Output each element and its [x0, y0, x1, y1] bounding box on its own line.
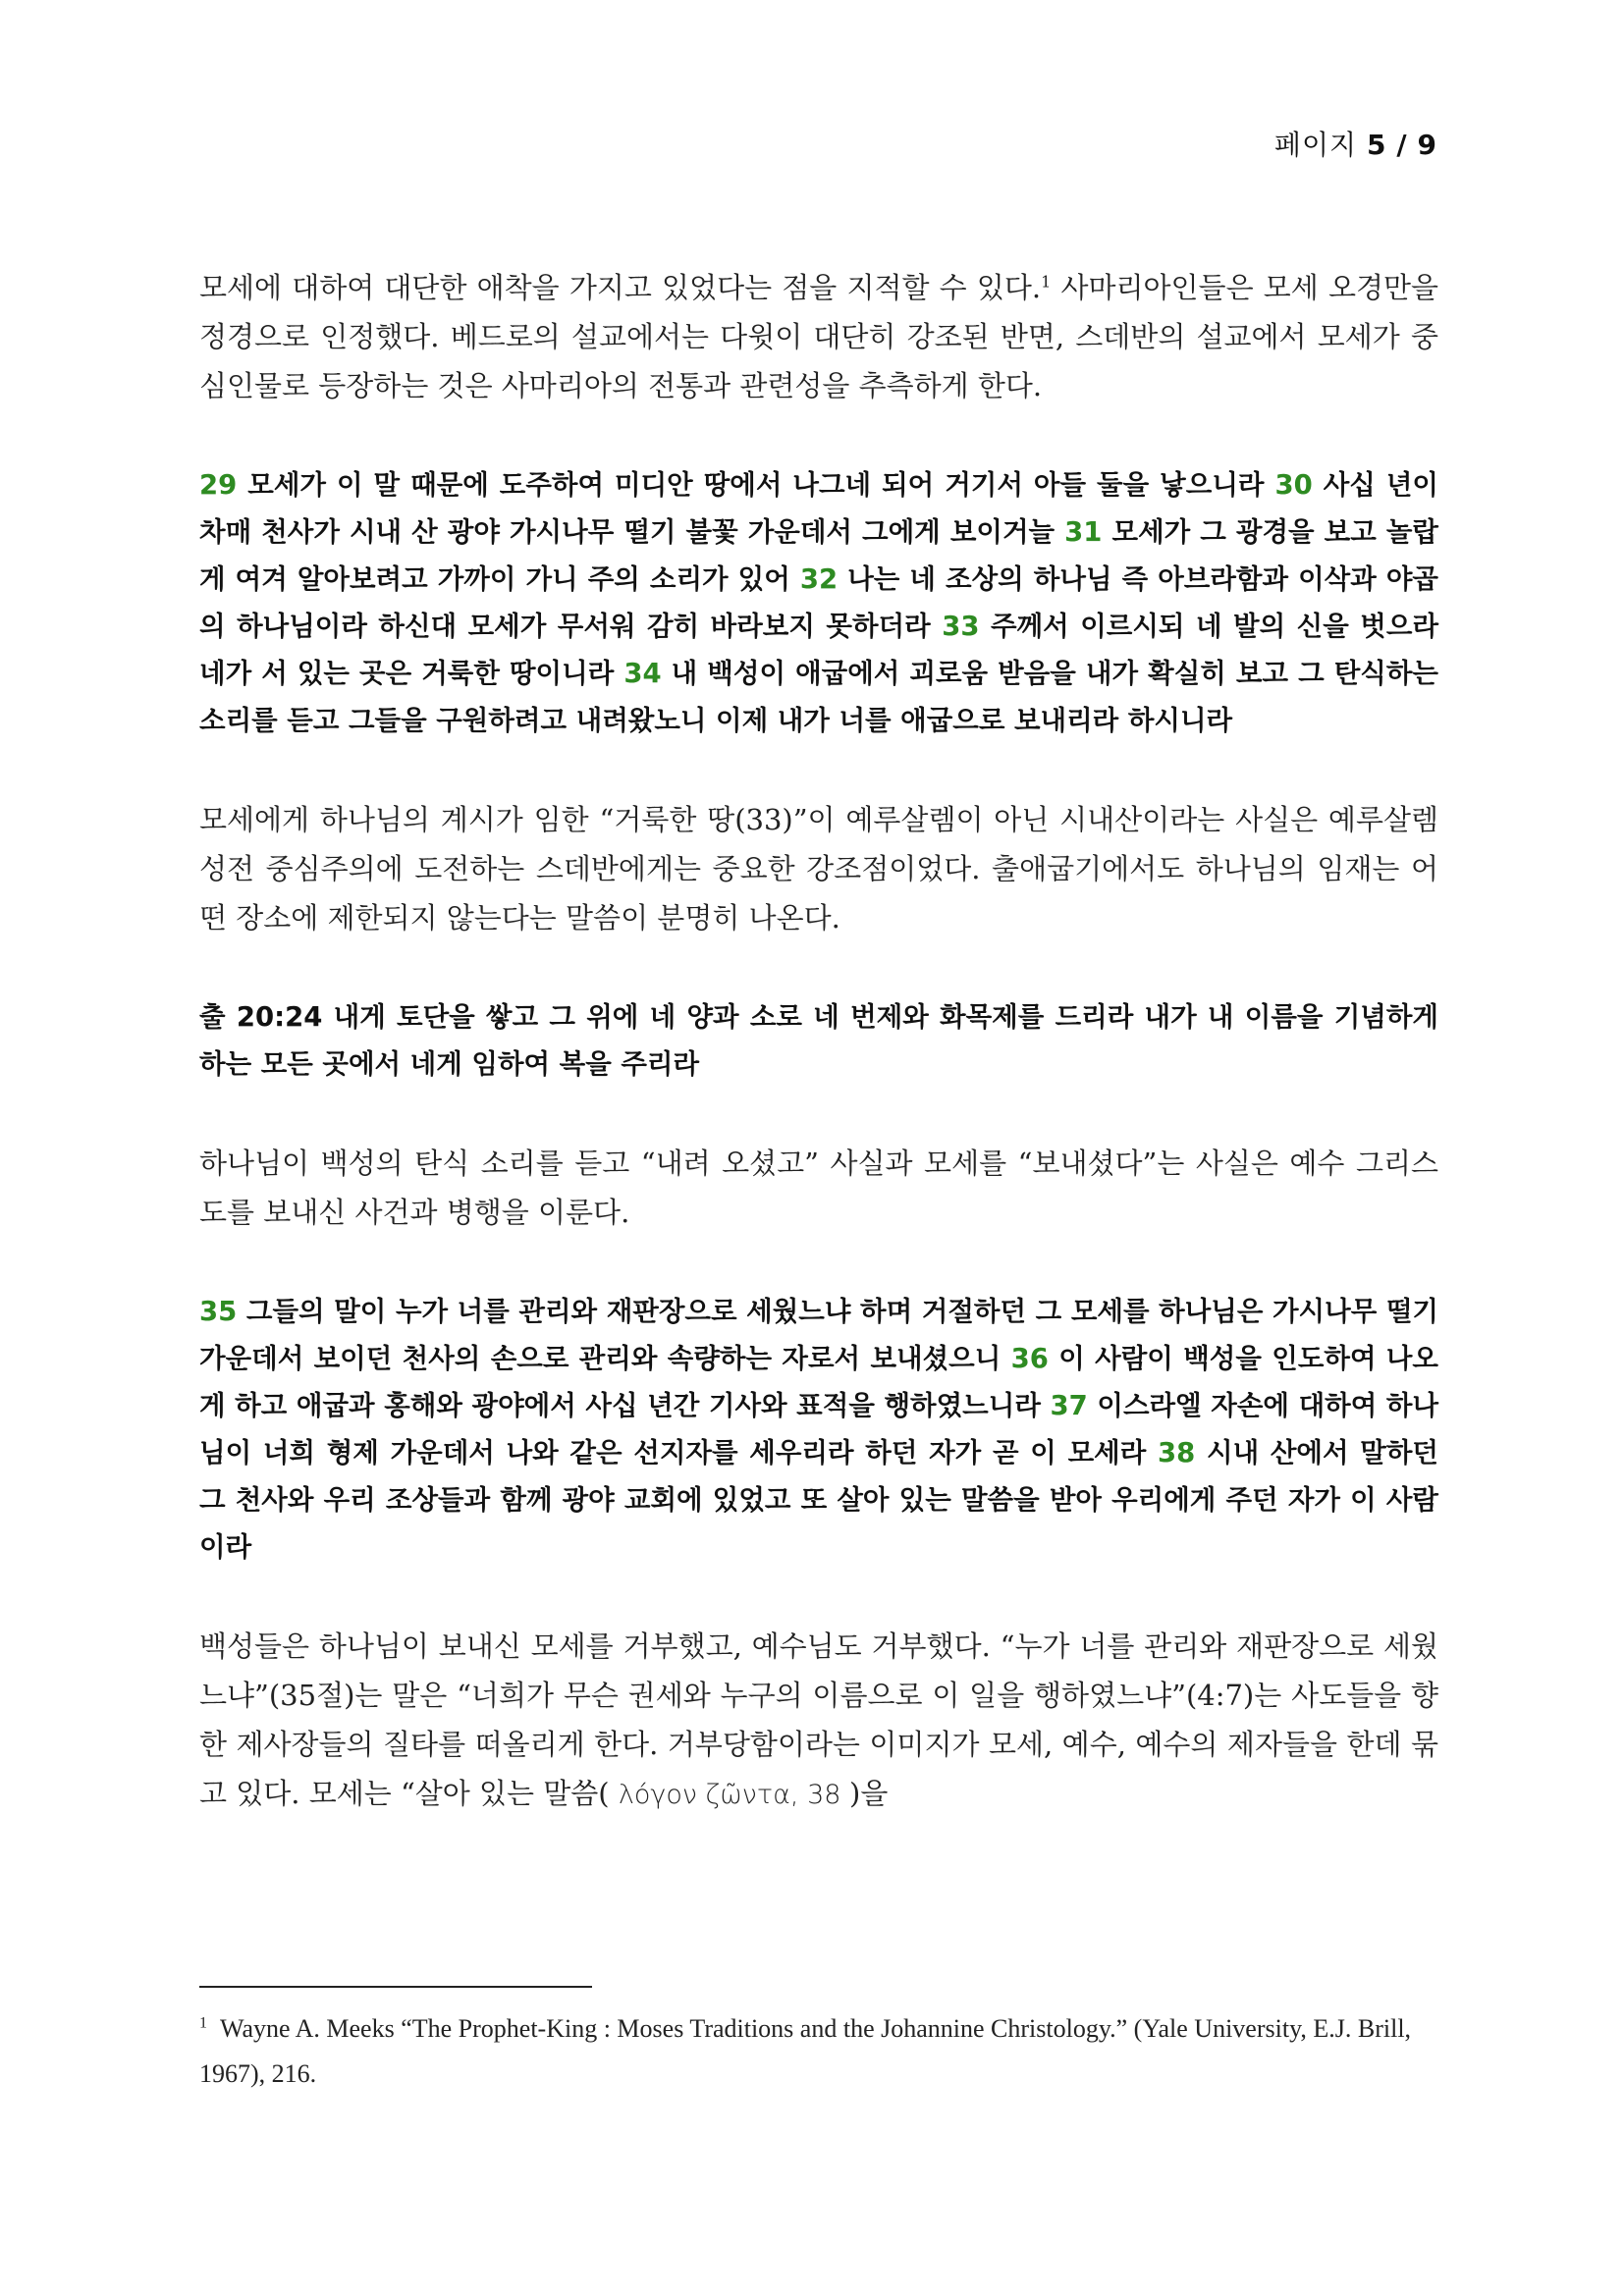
- verse-number: 35: [199, 1296, 238, 1327]
- footnote-reference[interactable]: 1: [1041, 272, 1052, 292]
- paragraph-rejection: [199, 1622, 1438, 1820]
- verse-text: 시내 산에서 말하던 그 천사와 우리 조상들과 함께 광야 교회에 있었고 또 살아 있는 말씀을 받아 우리에게 주던 자가 이 사람이라: [199, 1437, 1438, 1563]
- footnote-marker: 1: [199, 2014, 207, 2032]
- paragraph-text: 백성들은 하나님이 보내신 모세를 거부했고, 예수님도 거부했다. “누가 너를 관리와 재판장으로 세웠느냐”(35절)는 말은 “너희가 무슨 권세와 누구의 이름으로 이 일을 행하였느냐”(4:7)는 사도들을 향한 제사장들의 질타를 떠올리게 한다. 거부당함이라는 이미지가 모세, 예수, 예수의 제자들을 한데 묶고 있다. 모세는 “살아 있는 말씀(: [199, 1629, 1438, 1810]
- verse-text: 나는 네 조상의 하나님 즉 아브라함과 이삭과 야곱의 하나님이라 하신대 모세가 무서워 감히 바라보지 못하더라: [199, 563, 1438, 642]
- verse-number: 29: [199, 469, 238, 501]
- verse-number: 37: [1050, 1390, 1088, 1421]
- footnote-divider: [199, 1986, 592, 1988]
- verse-number: 36: [1010, 1343, 1049, 1374]
- verse-text: 모세가 이 말 때문에 도주하여 미디안 땅에서 나그네 되어 거기서 아들 둘을 낳으니라: [237, 469, 1275, 501]
- verse-number: 38: [1158, 1437, 1196, 1468]
- verse-text: 이스라엘 자손에 대하여 하나님이 너희 형제 가운데서 나와 같은 선지자를 세우리라 하던 자가 곧 이 모세라: [199, 1390, 1439, 1468]
- paragraph-text: 모세에게 하나님의 계시가 임한 “거룩한 땅(33)”이 예루살렘이 아닌 시내산이라는 사실은 예루살렘 성전 중심주의에 도전하는 스데반에게는 중요한 강조점이었다. 출애굽기에서도 하나님의 임재는 어떤 장소에 제한되지 않는다는 말씀이 분명히 나온다.: [199, 803, 1438, 934]
- current-page: 5: [1366, 129, 1387, 161]
- page-number-header: [1274, 124, 1437, 163]
- verse-text: 사십 년이 차매 천사가 시내 산 광야 가시나무 떨기 불꽃 가운데서 그에게 보이거늘: [199, 469, 1438, 548]
- paragraph-text: 사마리아인들은 모세 오경만을 정경으로 인정했다. 베드로의 설교에서는 다윗이 대단히 강조된 반면, 스데반의 설교에서 모세가 중심인물로 등장하는 것은 사마리아의 전통과 관련성을 추측하게 한다.: [199, 271, 1439, 402]
- scripture-reference: 출 20:24: [199, 1001, 323, 1033]
- verse-text: 주께서 이르시되 네 발의 신을 벗으라 네가 서 있는 곳은 거룩한 땅이니라: [199, 611, 1439, 689]
- verse-text: 이 사람이 백성을 인도하여 나오게 하고 애굽과 홍해와 광야에서 사십 년간 기사와 표적을 행하였느니라: [199, 1343, 1438, 1421]
- verse-text: 그들의 말이 누가 너를 관리와 재판장으로 세웠느냐 하며 거절하던 그 모세를 하나님은 가시나무 떨기 가운데서 보이던 천사의 손으로 관리와 속량하는 자로서 보내셨으니: [199, 1296, 1438, 1374]
- page-label: 페이지: [1273, 129, 1358, 161]
- paragraph-text: 모세에 대하여 대단한 애착을 가지고 있었다는 점을 지적할 수 있다.: [199, 271, 1042, 304]
- page-separator: /: [1396, 129, 1408, 161]
- verse-number: 30: [1274, 469, 1313, 501]
- footnote-text: Wayne A. Meeks “The Prophet-King : Moses Traditions and the Johannine Christology.” (Yale University, E.J. Brill, 1967), 216.: [199, 2014, 1412, 2088]
- total-pages: 9: [1417, 129, 1437, 161]
- paragraph-text: )을: [849, 1777, 889, 1810]
- verse-number: 33: [942, 611, 980, 642]
- verse-text: 내게 토단을 쌓고 그 위에 네 양과 소로 네 번제와 화목제를 드리라 내가 내 이름을 기념하게 하는 모든 곳에서 네게 임하여 복을 주리라: [199, 1001, 1438, 1080]
- paragraph-holy-ground: [199, 795, 1438, 942]
- greek-phrase: λόγον ζῶντα, 38: [618, 1780, 850, 1810]
- scripture-acts-7-29-34: [199, 461, 1438, 744]
- scripture-acts-7-35-38: [199, 1288, 1438, 1571]
- verse-number: 34: [623, 658, 662, 689]
- paragraph-parallel-christ: [199, 1139, 1438, 1237]
- paragraph-text: 하나님이 백성의 탄식 소리를 듣고 “내려 오셨고” 사실과 모세를 “보내셨다”는 사실은 예수 그리스도를 보내신 사건과 병행을 이룬다.: [199, 1147, 1438, 1229]
- footnote: [199, 2006, 1438, 2097]
- verse-number: 31: [1064, 516, 1103, 548]
- scripture-exodus-20-24: [199, 993, 1438, 1088]
- paragraph-samaritan-moses: [199, 263, 1438, 410]
- page-body: [199, 263, 1438, 1820]
- verse-number: 32: [799, 563, 839, 595]
- verse-text: 모세가 그 광경을 보고 놀랍게 여겨 알아보려고 가까이 가니 주의 소리가 있어: [199, 516, 1438, 595]
- verse-text: 내 백성이 애굽에서 괴로움 받음을 내가 확실히 보고 그 탄식하는 소리를 듣고 그들을 구원하려고 내려왔노니 이제 내가 너를 애굽으로 보내리라 하시니라: [199, 658, 1438, 736]
